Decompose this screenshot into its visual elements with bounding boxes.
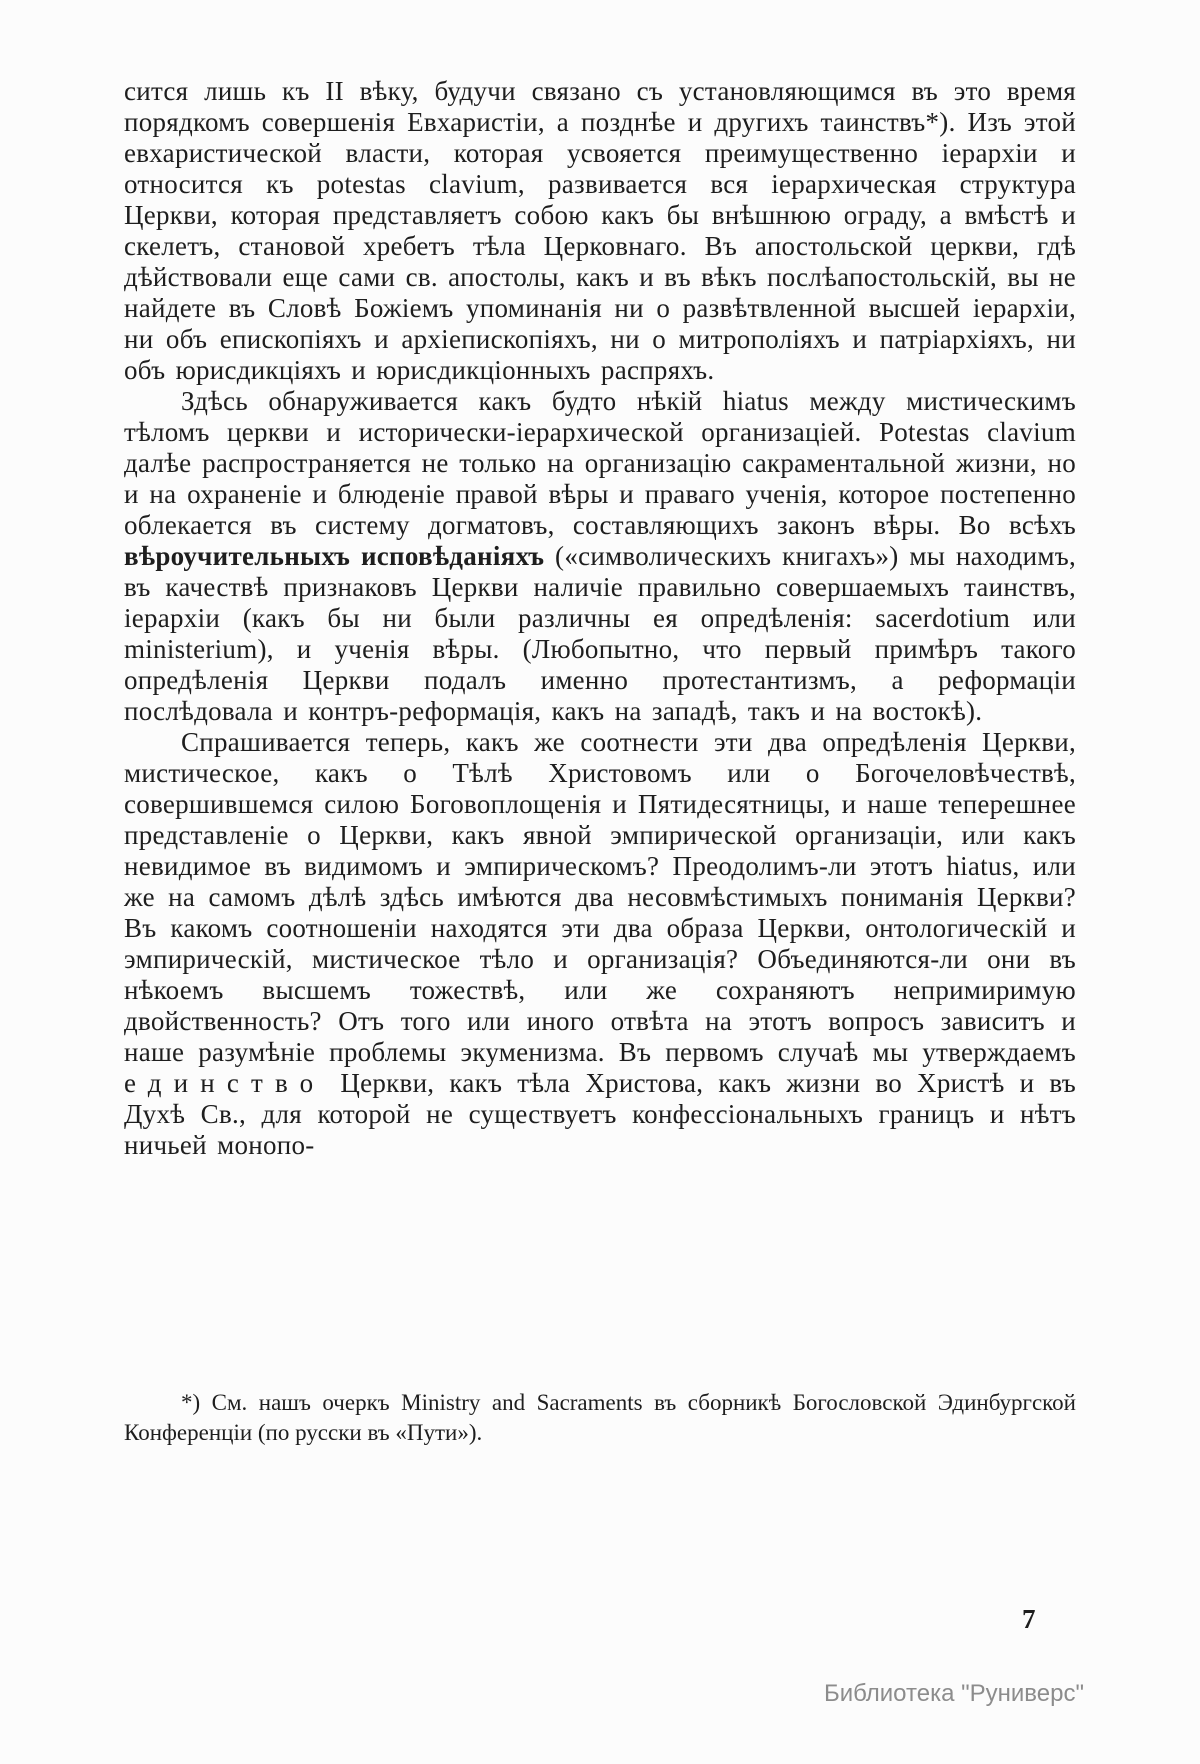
footnote <box>124 1388 1076 1448</box>
paragraph <box>124 386 1076 727</box>
bold-phrase: вѣроучительныхъ исповѣданіяхъ <box>124 541 545 571</box>
emphasized-spaced-word: единство <box>124 1068 326 1098</box>
library-watermark: Библиотека "Руниверс" <box>823 1680 1084 1707</box>
paragraph-text: Спрашивается теперь, какъ же соотнести эти два опредѣленія Церкви, мистическое, какъ о Тѣлѣ Христовомъ или о Богочеловѣчествѣ, совершившемся силою Боговоплощенія и Пятидесятницы, и наше теперешнее представленіе о Церкви, какъ явной эмпирической организаціи, или какъ невидимое въ видимомъ и эмпирическомъ? Преодолимъ-ли этотъ hiatus, или же на самомъ дѣлѣ здѣсь имѣются два несовмѣстимыхъ пониманія Церкви? Въ какомъ соотношеніи находятся эти два образа Церкви, онтологическій и эмпирическій, мистическое тѣло и организація? Объединяются-ли они въ нѣкоемъ высшемъ тожествѣ, или же сохраняютъ непримиримую двойственность? Отъ того или иного отвѣта на этотъ вопросъ зависитъ и наше разумѣніе проблемы экуменизма. Въ первомъ случаѣ мы утверждаемъ <box>124 727 1076 1067</box>
paragraph <box>124 76 1076 386</box>
footnote-text-run: *) См. нашъ очеркъ Ministry and Sacraments въ сборникѣ Богословской Эдинбургской Конференціи (по русски въ «Пути»). <box>124 1390 1076 1445</box>
paragraph-text: сится лишь къ II вѣку, будучи связано съ установляющимся въ это время порядкомъ совершенія Евхаристіи, а позднѣе и другихъ таинствъ*). Изъ этой евхаристической власти, которая усвояется преимущественно іерархіи и относится къ potestas clavium, развивается вся іерархическая структура Церкви, которая представляетъ собою какъ бы внѣшнюю ограду, а вмѣстѣ и скелетъ, становой хребетъ тѣла Церковнаго. Въ апостольской церкви, гдѣ дѣйствовали еще сами св. апостолы, какъ и въ вѣкъ послѣапостольскій, вы не найдете въ Словѣ Божіемъ упоминанія ни о развѣтвленной высшей іерархіи, ни объ епископіяхъ и архіепископіяхъ, ни о митрополіяхъ и патріархіяхъ, ни объ юрисдикціяхъ и юрисдикціонныхъ распряхъ. <box>124 76 1076 385</box>
paragraph-text: Здѣсь обнаруживается какъ будто нѣкій hiatus между мистическимъ тѣломъ церкви и исторически-іерархической организаціей. Potestas clavium далѣе распространяется не только на организацію сакраментальной жизни, но и на охраненіе и блюденіе правой вѣры и праваго ученія, которое постепенно облекается въ систему догматовъ, составляющихъ законъ вѣры. Во всѣхъ <box>124 386 1076 540</box>
page-number: 7 <box>1022 1604 1036 1634</box>
footnote-text <box>124 1388 1076 1448</box>
paragraph-text: Церкви, какъ тѣла Христова, какъ жизни во Христѣ и въ Духѣ Св., для которой не существуетъ конфессіональныхъ границъ и нѣтъ ничьей монопо- <box>124 1068 1076 1160</box>
main-text <box>124 76 1076 1161</box>
paragraph-text: («символическихъ книгахъ») мы находимъ, въ качествѣ признаковъ Церкви наличіе правильно совершаемыхъ таинствъ, іерархіи (какъ бы ни были различны ея опредѣленія: sacerdotium или ministerium), и ученія вѣры. (Любопытно, что первый примѣръ такого опредѣленія Церкви подалъ именно протестантизмъ, а реформаціи послѣдовала и контръ-реформація, какъ на западѣ, такъ и на востокѣ). <box>124 541 1076 726</box>
paragraph <box>124 727 1076 1161</box>
